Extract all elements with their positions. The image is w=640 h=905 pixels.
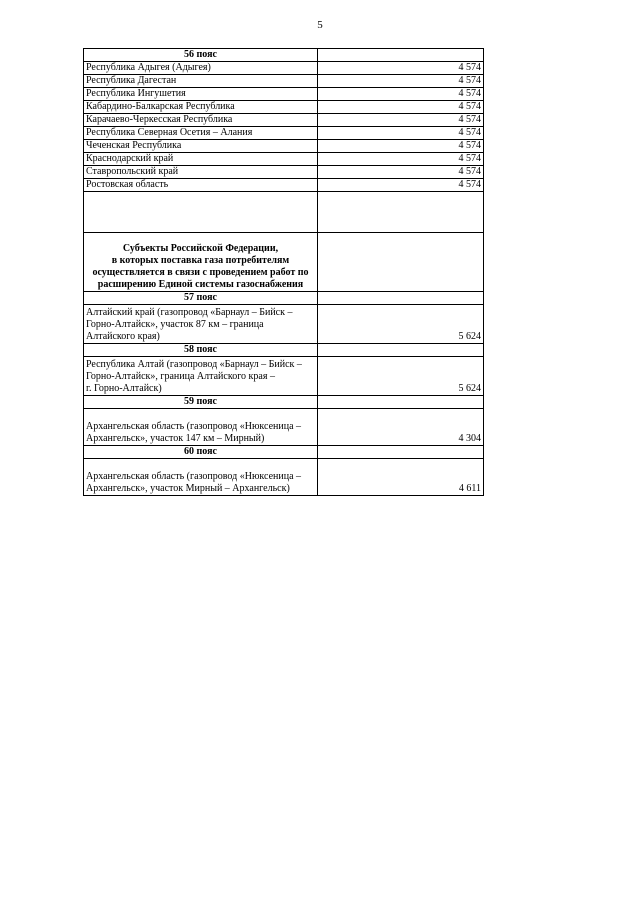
- zone-header-value-cell: [318, 344, 484, 357]
- tariff-value: 4 574: [318, 127, 484, 140]
- tariff-value: 4 574: [318, 62, 484, 75]
- tariff-value: 4 574: [318, 153, 484, 166]
- zone-header-value-cell: [318, 49, 484, 62]
- region-name: Республика Алтай (газопровод «Барнаул – Бийск – Горно-Алтайск», граница Алтайского края – г. Горно-Алтайск): [84, 357, 318, 396]
- tariff-value: 4 574: [318, 75, 484, 88]
- empty-cell: [318, 192, 484, 233]
- region-name: Республика Адыгея (Адыгея): [84, 62, 318, 75]
- tariff-value: 4 574: [318, 114, 484, 127]
- caption-value-cell: [318, 233, 484, 292]
- table-row: [84, 166, 484, 179]
- zone-header-row: [84, 396, 484, 409]
- table-row: [84, 140, 484, 153]
- tariff-table: [83, 48, 484, 496]
- tariff-value: 4 574: [318, 101, 484, 114]
- table-row: [84, 153, 484, 166]
- tariff-value: 4 574: [318, 88, 484, 101]
- region-name: Республика Ингушетия: [84, 88, 318, 101]
- tariff-value: 4 574: [318, 166, 484, 179]
- zone-59-header: 59 пояс: [84, 396, 318, 409]
- tariff-value: 5 624: [318, 305, 484, 344]
- table-row: [84, 357, 484, 396]
- region-name: Ставропольский край: [84, 166, 318, 179]
- zone-56-header: 56 пояс: [84, 49, 318, 62]
- region-name: Архангельская область (газопровод «Нюксеница – Архангельск», участок 147 км – Мирный): [84, 409, 318, 446]
- section-caption: Субъекты Российской Федерации, в которых поставка газа потребителям осуществляется в связи с проведением работ по расширению Единой системы газоснабжения: [84, 233, 318, 292]
- zone-header-value-cell: [318, 446, 484, 459]
- empty-row: [84, 192, 484, 233]
- region-name: Республика Северная Осетия – Алания: [84, 127, 318, 140]
- table-row: [84, 114, 484, 127]
- tariff-value: 4 574: [318, 179, 484, 192]
- region-name: Алтайский край (газопровод «Барнаул – Бийск – Горно-Алтайск», участок 87 км – граница Алтайского края): [84, 305, 318, 344]
- table-row: [84, 305, 484, 344]
- page-number: 5: [317, 19, 323, 31]
- table-row: [84, 127, 484, 140]
- zone-header-row: [84, 292, 484, 305]
- zone-header-value-cell: [318, 396, 484, 409]
- table-row: [84, 179, 484, 192]
- zone-header-row: [84, 49, 484, 62]
- table-row: [84, 62, 484, 75]
- zone-header-row: [84, 446, 484, 459]
- zone-header-row: [84, 344, 484, 357]
- region-name: Ростовская область: [84, 179, 318, 192]
- table-row: [84, 75, 484, 88]
- zone-57-header: 57 пояс: [84, 292, 318, 305]
- tariff-value: 4 304: [318, 409, 484, 446]
- region-name: Республика Дагестан: [84, 75, 318, 88]
- table-row: [84, 101, 484, 114]
- zone-58-header: 58 пояс: [84, 344, 318, 357]
- region-name: Кабардино-Балкарская Республика: [84, 101, 318, 114]
- zone-60-header: 60 пояс: [84, 446, 318, 459]
- region-name: Чеченская Республика: [84, 140, 318, 153]
- section-caption-row: [84, 233, 484, 292]
- empty-cell: [84, 192, 318, 233]
- region-name: Архангельская область (газопровод «Нюксеница – Архангельск», участок Мирный – Архангельск): [84, 459, 318, 496]
- tariff-value: 5 624: [318, 357, 484, 396]
- table-row: [84, 88, 484, 101]
- table-row: [84, 459, 484, 496]
- table-row: [84, 409, 484, 446]
- tariff-value: 4 574: [318, 140, 484, 153]
- region-name: Карачаево-Черкесская Республика: [84, 114, 318, 127]
- region-name: Краснодарский край: [84, 153, 318, 166]
- zone-header-value-cell: [318, 292, 484, 305]
- tariff-value: 4 611: [318, 459, 484, 496]
